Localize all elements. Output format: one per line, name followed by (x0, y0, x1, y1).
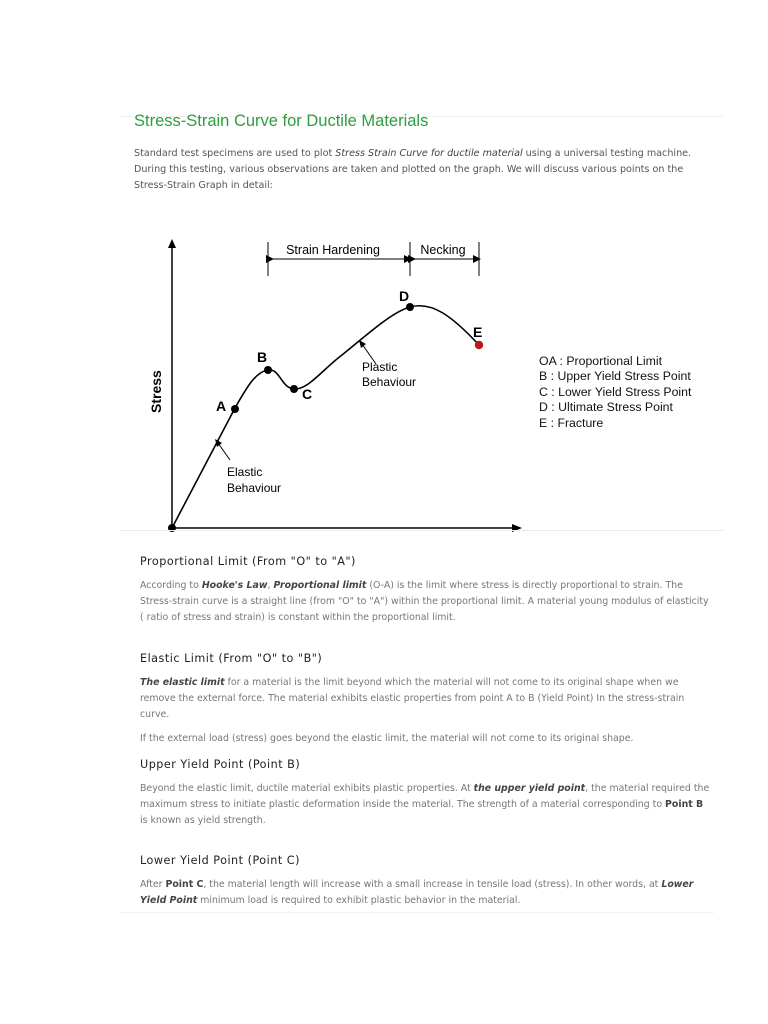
point-e-label: E (473, 324, 483, 340)
point-c-marker (290, 385, 298, 393)
section-upper-yield-point (140, 758, 710, 837)
intro-paragraph (134, 146, 694, 194)
diagram-legend (539, 354, 691, 431)
point-c-emphasis: Point C (165, 879, 204, 890)
legend-item: C : Lower Yield Stress Point (539, 384, 692, 399)
legend-item: D : Ultimate Stress Point (539, 400, 673, 415)
section-paragraph: The elastic limit for a material is the limit beyond which the material will not come to its original shape when we remove the external force. The material exhibits elastic properties from point A to B (Yield Point) In the stress-strain curve. (140, 677, 685, 720)
plastic-behaviour-label: Plastic Behaviour (362, 360, 417, 389)
section-paragraph: Beyond the elastic limit, ductile material exhibits plastic properties. At the upper yield point, the material required the maximum stress to initiate plastic deformation inside the material. The strength of a material corresponding to Point B is known as yield strength. (140, 783, 710, 826)
point-b-emphasis: Point B (665, 799, 704, 810)
legend-item: B : Upper Yield Stress Point (539, 369, 691, 384)
section-proportional-limit (140, 555, 710, 634)
bottom-divider (120, 912, 714, 913)
page-title: Stress-Strain Curve for Ductile Materials (134, 112, 429, 130)
necking-label: Necking (420, 243, 466, 257)
point-c-label: C (302, 386, 313, 402)
point-e-marker (475, 341, 483, 349)
lower-yield-emphasis: Lower Yield Point (140, 879, 694, 906)
point-b-label: B (257, 349, 268, 365)
elastic-behaviour-label: Elastic Behaviour (227, 465, 282, 495)
intro-emphasis: Stress Strain Curve for ductile material (335, 148, 523, 159)
section-heading: Elastic Limit (From "O" to "B") (140, 652, 323, 665)
point-a-marker (231, 405, 239, 413)
proportional-limit-emphasis: Proportional limit (273, 580, 367, 591)
section-paragraph: According to Hooke's Law, Proportional limit (O-A) is the limit where stress is directly proportional to strain. The Stress-strain curve is a straight line (from "O" to "A") within the proportional limit. A material young modulus of elasticity ( ratio of stress and strain) is constant within the proportional limit. (140, 580, 709, 623)
upper-yield-emphasis: the upper yield point (473, 783, 586, 794)
section-paragraph: If the external load (stress) goes beyond the elastic limit, the material will not come to its original shape. (140, 733, 634, 744)
legend-item: OA : Proportional Limit (539, 354, 663, 368)
diagram-divider (120, 530, 724, 531)
legend-item: E : Fracture (539, 415, 604, 430)
section-heading: Upper Yield Point (Point B) (140, 758, 301, 771)
elastic-leader-line (218, 443, 230, 460)
section-elastic-limit (140, 652, 710, 755)
y-axis-label: Stress (148, 370, 164, 413)
intro-text-2: using a universal testing machine. During this testing, various observations are taken and plotted on the graph. We will discuss various points on the Stress-Strain Graph in detail: (134, 148, 692, 191)
point-b-marker (264, 366, 272, 374)
section-lower-yield-point (140, 854, 710, 917)
point-a-label: A (216, 398, 227, 414)
strain-hardening-label: Strain Hardening (286, 243, 380, 257)
section-paragraph: After Point C, the material length will increase with a small increase in tensile load (stress). In other words, at Lower Yield Point minimum load is required to exhibit plastic behavior in the material. (140, 879, 694, 906)
y-axis-arrow-icon (168, 239, 176, 248)
elastic-limit-emphasis: The elastic limit (140, 677, 225, 688)
point-d-label: D (399, 288, 410, 304)
intro-text-1: Standard test specimens are used to plot (134, 148, 336, 159)
plastic-leader-arrow-icon (359, 340, 366, 348)
stress-strain-curve (172, 306, 479, 528)
point-d-marker (406, 303, 414, 311)
hookes-law-emphasis: Hooke's Law (201, 580, 268, 591)
section-heading: Proportional Limit (From "O" to "A") (140, 555, 356, 568)
section-heading: Lower Yield Point (Point C) (140, 854, 300, 867)
